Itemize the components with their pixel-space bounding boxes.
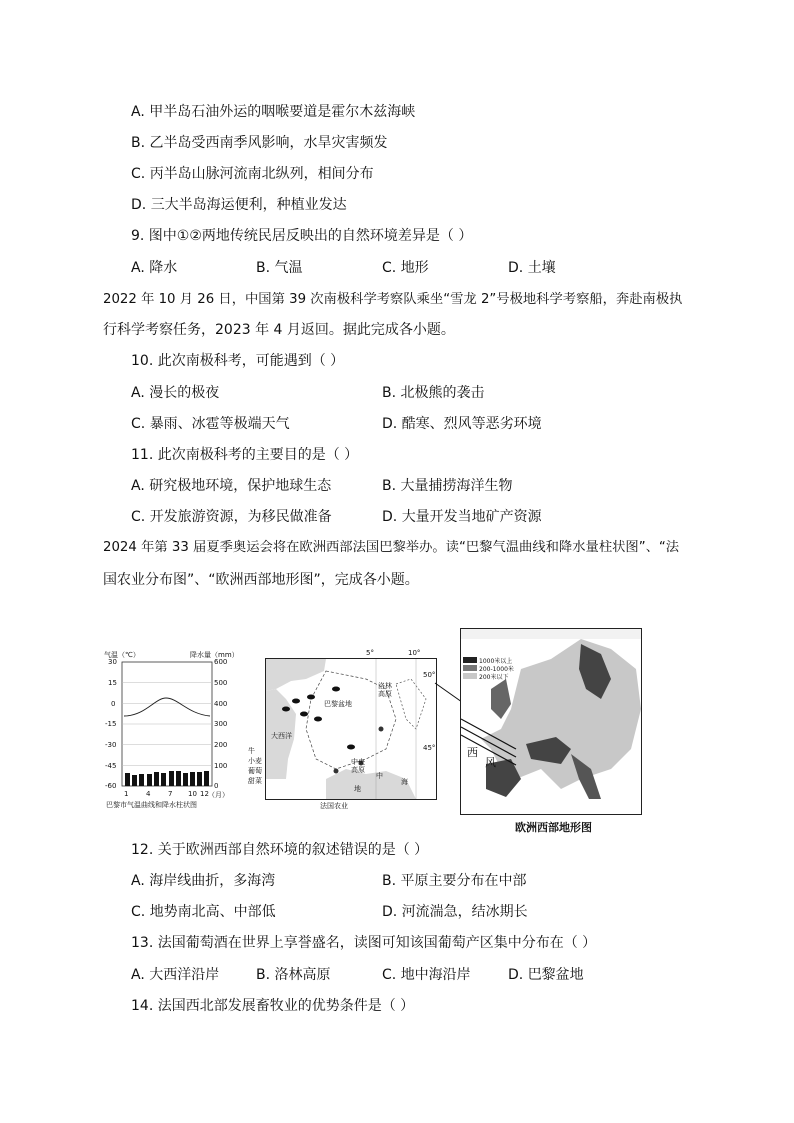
legend-grape: 葡萄: [248, 767, 262, 775]
agri-caption: 法国农业: [320, 802, 348, 810]
month-tick: （月）: [208, 791, 229, 799]
q13-stem: 13. 法国葡萄酒在世界上享誉盛名，读图可知该国葡萄产区集中分布在（ ）: [131, 935, 597, 951]
q12-option-d: D. 河流湍急，结冰期长: [382, 904, 528, 920]
q11-option-a: A. 研究极地环境，保护地球生态: [131, 478, 332, 494]
q10-option-d: D. 酷寒、烈风等恶劣环境: [382, 416, 542, 432]
q10-option-b: B. 北极熊的袭击: [382, 385, 485, 401]
q8-option-b: B. 乙半岛受西南季风影响，水旱灾害频发: [131, 135, 388, 151]
q8-option-c: C. 丙半岛山脉河流南北纵列，相间分布: [131, 166, 374, 182]
q13-option-b: B. 洛林高原: [256, 967, 331, 983]
legend-high: 1000米以上: [479, 658, 513, 665]
figure-group: [100, 628, 645, 833]
paris-climate-chart: [100, 650, 240, 825]
temp-tick: -45: [105, 762, 117, 770]
legend-swatch-mid: [463, 665, 477, 671]
lat-label: 50°: [423, 671, 436, 679]
q9-option-a: A. 降水: [131, 260, 178, 276]
intro1-line1: 2022 年 10 月 26 日，中国第 39 次南极科学考察队乘坐“雪龙 2”号极地科学考察船，奔赴南极执: [103, 292, 683, 307]
temp-tick: 15: [108, 679, 117, 687]
temp-tick: -60: [105, 782, 117, 790]
precip-tick: 500: [214, 679, 228, 687]
q9-stem: 9. 图中①②两地传统民居反映出的自然环境差异是（ ）: [131, 228, 473, 244]
q9-option-d: D. 土壤: [508, 260, 556, 276]
q12-stem: 12. 关于欧洲西部自然环境的叙述错误的是（ ）: [131, 842, 429, 858]
q12-option-c: C. 地势南北高、中部低: [131, 904, 276, 920]
intro2-line1: 2024 年第 33 届夏季奥运会将在欧洲西部法国巴黎举办。读“巴黎气温曲线和降水量柱状图”、“法: [103, 540, 680, 555]
intro1-line2: 行科学考察任务，2023 年 4 月返回。据此完成各小题。: [103, 322, 455, 338]
place-label: 高原: [378, 690, 392, 698]
q13-option-d: D. 巴黎盆地: [508, 967, 584, 983]
legend-wheat: 小麦: [248, 757, 262, 765]
q13-option-c: C. 地中海沿岸: [382, 967, 471, 983]
legend-beet: 甜菜: [248, 777, 262, 785]
q12-option-b: B. 平原主要分布在中部: [382, 873, 527, 889]
lon-label: 10°: [408, 649, 421, 657]
place-label: 中: [376, 772, 383, 780]
terrain-caption: 欧洲西部地形图: [515, 821, 592, 834]
lat-label: 45°: [423, 744, 436, 752]
legend-cattle: 牛: [248, 747, 255, 755]
place-label: 洛林: [378, 682, 392, 690]
place-label: 大西洋: [271, 732, 292, 740]
q12-option-a: A. 海岸线曲折，多海湾: [131, 873, 276, 889]
precip-tick: 100: [214, 762, 228, 770]
month-tick: 10: [188, 790, 197, 798]
precip-tick: 200: [214, 741, 228, 749]
place-label: 海: [401, 778, 408, 786]
place-label: 高原: [351, 766, 365, 774]
temperature-curve: [124, 698, 210, 716]
temp-tick: 0: [111, 700, 116, 708]
place-label: 中央: [351, 758, 365, 766]
q10-stem: 10. 此次南极科考，可能遇到（ ）: [131, 353, 345, 369]
intro2-line2: 国农业分布图”、“欧洲西部地形图”，完成各小题。: [103, 572, 419, 588]
legend-swatch-high: [463, 657, 477, 663]
wind-label: 风: [485, 756, 496, 769]
precip-tick: 400: [214, 700, 228, 708]
france-agri-map: [265, 649, 437, 800]
climate-caption: 巴黎市气温曲线和降水柱状图: [106, 801, 197, 809]
q10-option-c: C. 暴雨、冰雹等极端天气: [131, 416, 290, 432]
month-tick: 12: [200, 790, 209, 798]
europe-terrain-map: [460, 628, 642, 815]
legend-swatch-low: [463, 673, 477, 679]
precip-tick: 300: [214, 720, 228, 728]
q11-option-d: D. 大量开发当地矿产资源: [382, 509, 542, 525]
place-label: 巴黎盆地: [324, 700, 352, 708]
q13-option-a: A. 大西洋沿岸: [131, 967, 220, 983]
france-map-shape: [266, 659, 436, 799]
temp-tick: 30: [108, 658, 117, 666]
precip-tick: 0: [214, 782, 219, 790]
q11-option-b: B. 大量捕捞海洋生物: [382, 478, 513, 494]
q9-option-c: C. 地形: [382, 260, 429, 276]
q9-option-b: B. 气温: [256, 260, 303, 276]
precip-tick: 600: [214, 658, 228, 666]
month-tick: 1: [124, 790, 129, 798]
temp-axis-label: 气温（℃）: [104, 651, 140, 659]
q11-stem: 11. 此次南极科考的主要目的是（ ）: [131, 447, 359, 463]
month-tick: 4: [146, 790, 151, 798]
q14-stem: 14. 法国西北部发展畜牧业的优势条件是（ ）: [131, 998, 415, 1014]
precip-axis-label: 降水量（mm）: [190, 651, 239, 659]
temp-tick: -15: [105, 720, 117, 728]
temp-tick: -30: [105, 741, 117, 749]
legend-low: 200米以下: [479, 674, 509, 681]
legend-mid: 200-1000米: [479, 666, 514, 673]
west-label: 西: [467, 746, 478, 759]
lon-label: 5°: [366, 649, 374, 657]
precip-bars: [125, 771, 209, 786]
month-tick: 7: [168, 790, 173, 798]
q8-option-a: A. 甲半岛石油外运的咽喉要道是霍尔木兹海峡: [131, 104, 416, 120]
q10-option-a: A. 漫长的极夜: [131, 385, 220, 401]
q11-option-c: C. 开发旅游资源，为移民做准备: [131, 509, 332, 525]
q8-option-d: D. 三大半岛海运便利，种植业发达: [131, 197, 347, 213]
place-label: 地: [354, 785, 361, 793]
